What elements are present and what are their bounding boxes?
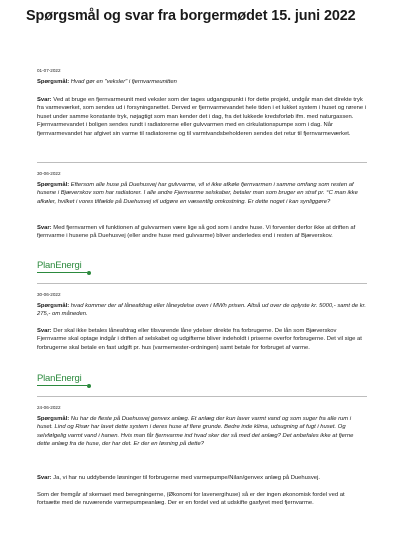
question-text: Hvad gør en "veksler" i fjernvarmeunitten: [70, 79, 177, 85]
answer-text: Der skal ikke betales låneafdrag eller tilsvarende låne ydelser direkte fra forbrugerne. De lån som Bjæverskov Fjernvarme skal optage indgår i driften af selskabet og udgifterne bliver indeholdt i priserne overfor forbrugerne. Det vil sige at forbrugerne skal betale en fast udgift pr. hus (varmemester-ordningen) samt betale for forbruget af varme.: [37, 328, 362, 351]
logo-dot: [87, 384, 91, 388]
question-label: Spørgsmål:: [37, 182, 70, 188]
page-title: Spørgsmål og svar fra borgermødet 15. juni 2022: [26, 8, 356, 24]
answer-label: Svar:: [37, 328, 52, 334]
question-paragraph: [37, 302, 367, 319]
answer-text: Ved at bruge en fjernvarmeunit med veksler som der tages udgangspunkt i for dette projekt, undgår man det direkte tryk fra varmeværket, som sendes ud i forsyningsnettet. Derved er fjernvarmevandet hele tiden i et lukket system i huset og rørene i huset under samme konstante tryk, nøjagtigt som man kender det i dag, fra det lukkede kredsforløb ifm. med naturgassen. Fjernvarmevandet i boligen sendes rundt i radiatorerne eller gulvvarmen med en cirkulationspumpe som i dag. Når fjernvarmevandet har afgivet sin varme til radiatorerne og til varmtvandsbeholderen sendes det retur til fjernvarmeværket.: [37, 97, 367, 137]
planenergi-logo: [37, 260, 93, 274]
question-text: Nu har de fleste på Duehusvej genvex anlæg. Et anlæg der kun laver varmt vand og som suger fra alle rum i huset. Lind og Risør har lavet dette system i deres huse af flere grunde. Bedre inde klima, udsugning af fugt i huset. Og selvfølgelig varmt vand i hanen. Hvis man får fjernvarme ind hvad sker der så med det anlæg? Det anbefales ikke at fjerne dette anlæg fra de huse, der har det. Er der en løsning på dette?: [37, 416, 354, 448]
entry-date: 24-06-2022: [37, 405, 61, 410]
logo-text: PlanEnergi: [37, 373, 82, 384]
separator: [37, 396, 367, 397]
answer-paragraph: [37, 327, 367, 352]
answer-label: Svar:: [37, 225, 52, 231]
answer-text: Med fjernvarmen vil funktionen af gulvvarmen være lige så god som i andre huse. Vi forventer derfor ikke at driften af fjernvarme i husene på Duehusvej (eller andre huse med gulvvarme) bliver anderledes end i resten af Bjæverskov.: [37, 225, 356, 240]
answer-label: Svar:: [37, 97, 52, 103]
answer-text: Ja, vi har nu uddybende løsninger til forbrugerne med varmepumpe/Nilan/genvex anlæg på Duehusvej.: [53, 475, 320, 481]
entry-date: 30-06-2022: [37, 292, 61, 297]
question-paragraph: [37, 415, 367, 449]
logo-text: PlanEnergi: [37, 260, 82, 271]
entry-date: 30-06-2022: [37, 171, 61, 176]
question-text: Eftersom alle huse på Duehusvej har gulvvarme, vil vi ikke afkøle fjernvarmen i samme omfang som resten af husene i Bjæverskov som har radiatorer. I alle andre Fjernvarme selskaber, betaler man som bruger en straf pr. °C man ikke afkøler, hvilket i vores tilfælde på Duehusvej vil udgøre en væsentlig omkostning. Er dette noget i kan synliggøre?: [37, 182, 358, 205]
question-label: Spørgsmål:: [37, 416, 70, 422]
question-paragraph: [37, 78, 367, 86]
logo-underline: [37, 385, 87, 386]
separator: [37, 283, 367, 284]
logo-underline: [37, 272, 87, 273]
answer-paragraph: [37, 474, 367, 482]
question-text: hvad kommer der af låneafdrag eller låneydelse oven i MWh prisen. Altså ud over de oplyste kr. 5000,- samt de kr. 275,- om måneden.: [37, 303, 367, 318]
answer-paragraph: [37, 96, 367, 138]
answer-label: Svar:: [37, 475, 52, 481]
entry-date: 01-07-2022: [37, 68, 61, 73]
body-paragraph: Som der fremgår af skemaet med beregningerne, (Økonomi for lavenergihuse) så er der ingen økonomisk fordel ved at fortsætte med de nuværende varmepumpeanlæg. Der er en fordel ved at udskifte gasfyret med fjernvarme.: [37, 492, 345, 507]
answer-paragraph: [37, 224, 367, 241]
logo-dot: [87, 271, 91, 275]
question-paragraph: [37, 181, 367, 206]
planenergi-logo: [37, 373, 93, 387]
question-label: Spørgsmål:: [37, 79, 70, 85]
question-label: Spørgsmål:: [37, 303, 70, 309]
separator: [37, 162, 367, 163]
